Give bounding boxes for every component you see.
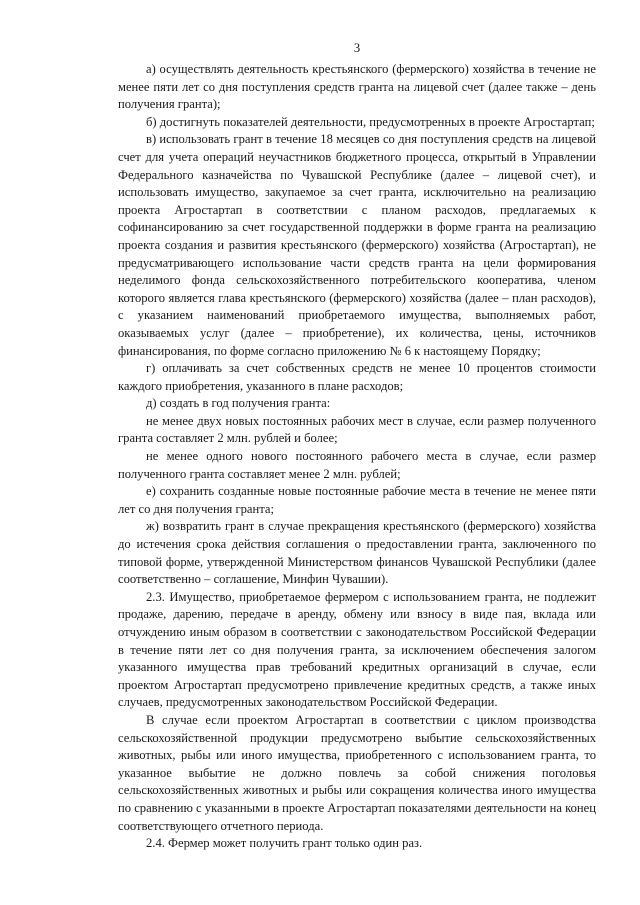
paragraph-d-jobs-two: не менее двух новых постоянных рабочих мест в случае, если размер полученного гранта составляет 2 млн. рублей и более;	[118, 413, 596, 446]
paragraph-b: б) достигнуть показателей деятельности, предусмотренных в проекте Агростартап;	[146, 114, 595, 129]
paragraph-2-3: 2.3. Имущество, приобретаемое фермером с использованием гранта, не подлежит продаже, дарению, передаче в аренду, обмену или взносу в виде пая, вклада или отчуждению иным образом в соответствии с законодательством Российской Федерации в течение пяти лет со дня получения гранта, за исключением обеспечения залогом указанного имущества прав требований кредитных организаций в случае, если проектом Агростартап предусмотрено привлечение кредитных средств, а также иных случаев, предусмотренных законодательством Российской Федерации.	[118, 589, 596, 710]
paragraph-2-3-disposal: В случае если проектом Агростартап в соответствии с циклом производства сельскохозяйственной продукции предусмотрено выбытие сельскохозяйственных животных, рыбы или иного имущества, приобретенного с использованием гранта, то указанное выбытие не должно повлечь за собой снижения поголовья сельскохозяйственных животных и рыбы или сокращения количества иного имущества по сравнению с указанными в проекте Агростартап показателями деятельности на конец соответствующего отчетного периода.	[118, 712, 596, 833]
paragraph-g: г) оплачивать за счет собственных средств не менее 10 процентов стоимости каждого приобретения, указанного в плане расходов;	[118, 361, 596, 393]
page-number: 3	[353, 41, 361, 55]
paragraph-2-4: 2.4. Фермер может получить грант только один раз.	[146, 836, 423, 851]
paragraph-v: в) использовать грант в течение 18 месяцев со дня поступления средств на лицевой счет для учета операций неучастников бюджетного процесса, открытый в Управлении Федерального казначейства по Чувашской Республике (далее – лицевой счет), и использовать имущество, закупаемое за счет гранта, исключительно на реализацию проекта Агростартап в соответствии с планом расходов, предлагаемых к софинансированию за счет государственной поддержки в форме гранта на реализацию проекта создания и развития крестьянского (фермерского) хозяйства (Агростартап), не предусматривающего использование части средств гранта на цели формирования неделимого фонда сельскохозяйственного потребительского кооператива, членом которого является глава крестьянского (фермерского) хозяйства (далее – план расходов), с указанием наименований приобретаемого имущества, выполняемых работ, оказываемых услуг (далее – приобретение), их количества, цены, источников финансирования, по форме согласно приложению № 6 к настоящему Порядку;	[118, 132, 596, 358]
paragraph-e: е) сохранить созданные новые постоянные рабочие места в течение не менее пяти лет со дня получения гранта;	[118, 484, 596, 516]
paragraph-d: д) создать в год получения гранта:	[146, 396, 331, 411]
document-page	[118, 40, 596, 853]
paragraph-a: а) осуществлять деятельность крестьянского (фермерского) хозяйства в течение не менее пяти лет со дня поступления средств гранта на лицевой счет (далее также – день получения гранта);	[118, 62, 596, 112]
paragraph-zh: ж) возвратить грант в случае прекращения крестьянского (фермерского) хозяйства до истечения срока действия соглашения о предоставлении гранта, заключенного по типовой форме, утвержденной Министерством финансов Чувашской Республики (далее соответственно – соглашение, Минфин Чувашии).	[118, 519, 596, 587]
paragraph-d-jobs-one: не менее одного нового постоянного рабочего места в случае, если размер полученного гранта составляет менее 2 млн. рублей;	[118, 449, 596, 481]
